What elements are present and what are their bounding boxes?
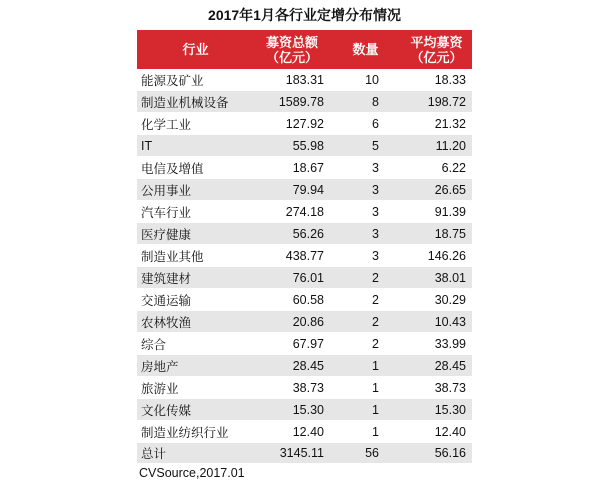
row-count: 1	[330, 355, 401, 377]
total-average: 56.16	[401, 443, 472, 464]
table-row	[137, 267, 472, 289]
row-count: 1	[330, 421, 401, 443]
row-industry: 制造业纺织行业	[137, 421, 254, 443]
table-row	[137, 201, 472, 223]
table-row	[137, 377, 472, 399]
row-count: 3	[330, 245, 401, 267]
row-count: 8	[330, 91, 401, 113]
row-count: 2	[330, 311, 401, 333]
table-row	[137, 157, 472, 179]
row-industry: 房地产	[137, 355, 254, 377]
table-row	[137, 245, 472, 267]
row-total: 127.92	[254, 113, 330, 135]
row-industry: 电信及增值	[137, 157, 254, 179]
row-industry: 文化传媒	[137, 399, 254, 421]
total-row	[137, 443, 472, 464]
header-total-line1: 募资总额	[265, 34, 318, 50]
row-average: 15.30	[401, 399, 472, 421]
total-amount: 3145.11	[254, 443, 330, 464]
row-count: 2	[330, 267, 401, 289]
row-total: 60.58	[254, 289, 330, 311]
row-total: 56.26	[254, 223, 330, 245]
header-average-line2: （亿元）	[410, 49, 463, 65]
table-row	[137, 333, 472, 355]
total-count: 56	[330, 443, 401, 464]
header-average	[401, 30, 472, 69]
row-total: 20.86	[254, 311, 330, 333]
row-total: 55.98	[254, 135, 330, 157]
row-count: 5	[330, 135, 401, 157]
row-total: 183.31	[254, 69, 330, 91]
table-footer	[137, 443, 472, 464]
row-total: 76.01	[254, 267, 330, 289]
table-row	[137, 179, 472, 201]
row-average: 18.75	[401, 223, 472, 245]
row-industry: 制造业其他	[137, 245, 254, 267]
row-count: 1	[330, 399, 401, 421]
row-industry: 交通运输	[137, 289, 254, 311]
table-body	[137, 69, 472, 443]
row-total: 12.40	[254, 421, 330, 443]
row-industry: 制造业机械设备	[137, 91, 254, 113]
table-header	[137, 30, 472, 69]
table-row	[137, 223, 472, 245]
table-row	[137, 355, 472, 377]
row-total: 274.18	[254, 201, 330, 223]
industry-table	[137, 30, 472, 463]
header-average-line1: 平均募资	[410, 34, 463, 50]
row-industry: 医疗健康	[137, 223, 254, 245]
row-total: 79.94	[254, 179, 330, 201]
row-average: 91.39	[401, 201, 472, 223]
header-total-line2: （亿元）	[265, 49, 318, 65]
row-count: 6	[330, 113, 401, 135]
row-total: 38.73	[254, 377, 330, 399]
row-average: 30.29	[401, 289, 472, 311]
row-industry: IT	[137, 135, 254, 157]
row-industry: 农林牧渔	[137, 311, 254, 333]
row-average: 11.20	[401, 135, 472, 157]
row-total: 438.77	[254, 245, 330, 267]
row-average: 18.33	[401, 69, 472, 91]
source-note: CVSource,2017.01	[139, 466, 245, 480]
header-industry: 行业	[137, 30, 254, 69]
row-count: 3	[330, 157, 401, 179]
row-industry: 公用事业	[137, 179, 254, 201]
row-industry: 旅游业	[137, 377, 254, 399]
row-industry: 汽车行业	[137, 201, 254, 223]
row-count: 3	[330, 179, 401, 201]
row-total: 1589.78	[254, 91, 330, 113]
row-count: 3	[330, 201, 401, 223]
row-average: 6.22	[401, 157, 472, 179]
header-count: 数量	[330, 30, 401, 69]
table-row	[137, 69, 472, 91]
header-total	[254, 30, 330, 69]
row-average: 28.45	[401, 355, 472, 377]
row-average: 146.26	[401, 245, 472, 267]
table-title: 2017年1月各行业定增分布情况	[208, 7, 401, 23]
table-row	[137, 91, 472, 113]
row-average: 38.01	[401, 267, 472, 289]
row-average: 198.72	[401, 91, 472, 113]
row-count: 10	[330, 69, 401, 91]
table-row	[137, 135, 472, 157]
row-average: 38.73	[401, 377, 472, 399]
row-industry: 化学工业	[137, 113, 254, 135]
total-label: 总计	[137, 443, 254, 464]
row-average: 10.43	[401, 311, 472, 333]
row-industry: 能源及矿业	[137, 69, 254, 91]
row-total: 15.30	[254, 399, 330, 421]
row-count: 1	[330, 377, 401, 399]
table-row	[137, 311, 472, 333]
row-average: 12.40	[401, 421, 472, 443]
row-total: 18.67	[254, 157, 330, 179]
row-count: 3	[330, 223, 401, 245]
row-industry: 建筑建材	[137, 267, 254, 289]
table-row	[137, 289, 472, 311]
table-row	[137, 421, 472, 443]
row-average: 26.65	[401, 179, 472, 201]
row-total: 67.97	[254, 333, 330, 355]
row-average: 21.32	[401, 113, 472, 135]
table-row	[137, 113, 472, 135]
row-count: 2	[330, 289, 401, 311]
row-total: 28.45	[254, 355, 330, 377]
row-industry: 综合	[137, 333, 254, 355]
row-count: 2	[330, 333, 401, 355]
table-row	[137, 399, 472, 421]
row-average: 33.99	[401, 333, 472, 355]
table-container	[137, 0, 472, 480]
